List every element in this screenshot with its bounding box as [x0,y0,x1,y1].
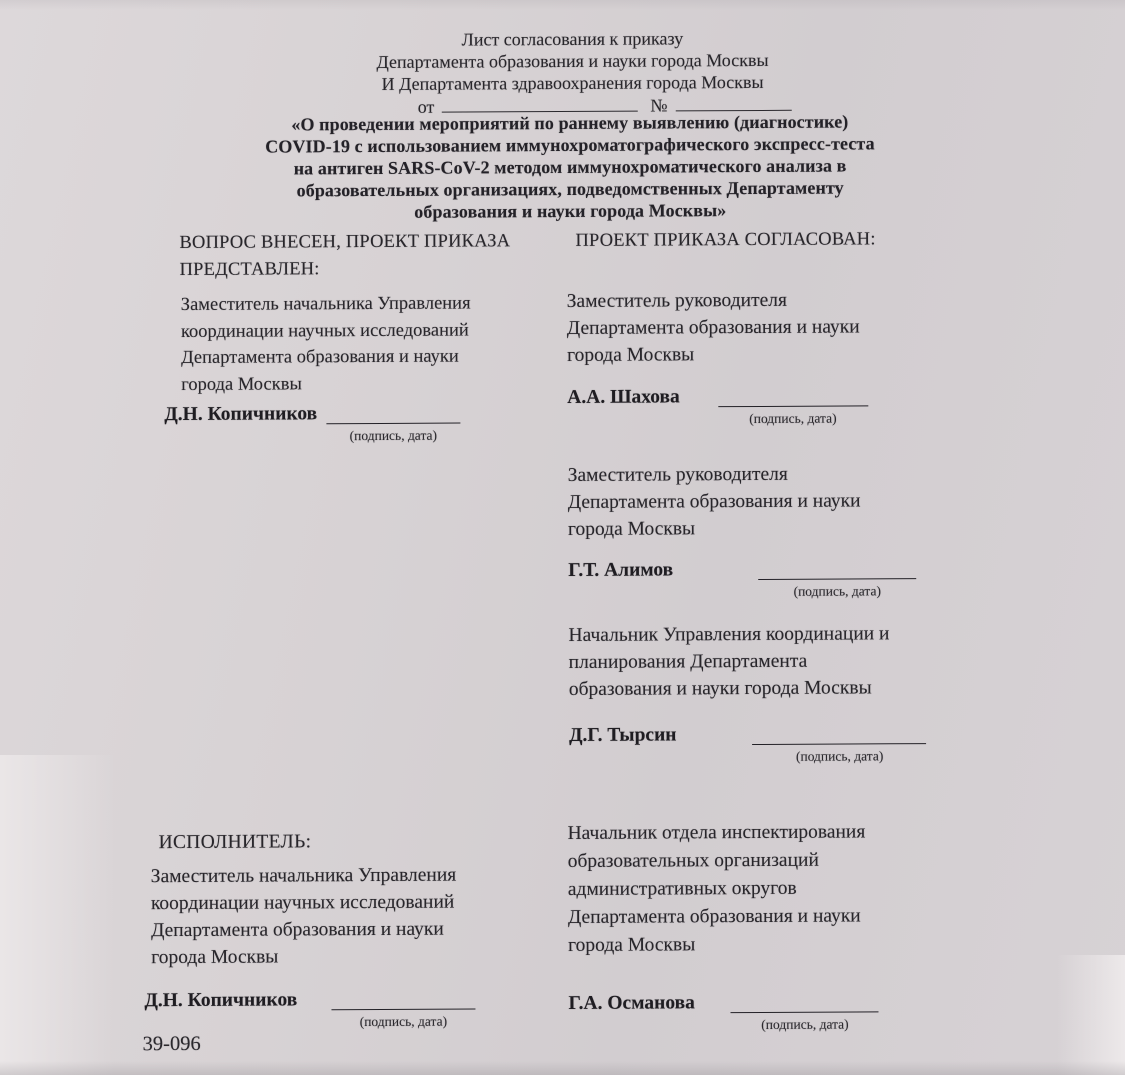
signature-line [326,423,460,425]
signature-field [326,400,460,444]
header-line-2: Департамента образования и науки города Москвы [376,49,769,72]
signature-field [718,382,868,427]
executor-phone-code: 39-096 [142,1032,201,1056]
number-label: № [650,95,668,116]
signature-caption: (подпись, дата) [795,748,884,764]
position-text [567,818,865,960]
position-line: Департамента образования и науки [150,918,444,942]
signature-field [331,985,475,1030]
signature-row [568,555,916,599]
position-line: Начальник отдела инспектирования [567,821,866,844]
position-line: Департамента образования и науки [567,490,861,513]
position-line: Департамента образования и науки [566,316,860,339]
position-text [568,620,889,703]
signature-field [758,555,916,599]
position-line: города Москвы [568,934,696,956]
signature-line [753,743,927,745]
position-line: Департамента образования и науки [567,905,861,928]
signature-line [731,1011,879,1013]
header-line-3: И Департамента здравоохранения города Москвы [381,71,764,94]
signature-row [144,985,475,1030]
signatory-name: Д.Г. Тырсин [568,724,677,746]
executor-label: ИСПОЛНИТЕЛЬ: [158,831,312,854]
signature-row [568,720,927,764]
position-line: административных округов [567,877,797,900]
order-title-line: «О проведении мероприятий по раннему выявлению (диагностике) [291,111,849,135]
position-line: образования и науки города Москвы [568,677,872,700]
signature-line [718,405,868,407]
order-title-line: на антиген SARS-CoV-2 методом иммунохроматического анализа в [293,155,847,179]
signature-row [568,988,879,1032]
signatory-name: Д.Н. Копичников [144,989,298,1012]
signature-caption: (подпись, дата) [761,1016,849,1032]
signature-caption: (подпись, дата) [793,583,881,599]
signature-caption: (подпись, дата) [359,1013,448,1030]
position-line: Заместитель начальника Управления [150,864,457,888]
signature-line [758,578,916,580]
number-blank-line [676,97,792,112]
position-line: города Москвы [181,373,302,395]
signature-caption: (подпись, дата) [749,410,837,427]
signature-caption: (подпись, дата) [349,427,438,444]
signature-field [752,720,926,764]
signatory-name: Д.Н. Копичников [164,403,318,426]
position-line: планирования Департамента [568,650,808,673]
document-header [22,25,1122,97]
position-text [567,286,860,369]
position-line: города Москвы [566,344,695,366]
date-label: от [417,96,435,117]
signature-field [731,988,879,1032]
signature-row [164,400,460,444]
order-title-line: образования и науки города Москвы» [414,200,727,222]
signatory-name: Г.Т. Алимов [568,559,674,581]
position-line: координации научных исследований [150,891,455,915]
left-heading-line: ВОПРОС ВНЕСЕН, ПРОЕКТ ПРИКАЗА [179,231,511,254]
position-line: города Москвы [567,518,696,540]
date-blank-line [441,98,637,113]
signature-row [567,382,868,427]
order-title-line: COVID-19 с использованием иммунохроматографического экспресс-теста [265,133,875,157]
position-line: координации научных исследований [180,319,469,342]
position-text [151,862,457,972]
header-line-1: Лист согласования к приказу [461,28,684,50]
position-line: города Москвы [151,946,279,969]
position-line: Заместитель начальника Управления [180,293,471,315]
position-text [181,290,471,398]
paper-bottom-shadow [0,1061,1125,1075]
position-line: Начальник Управления координации и [568,623,890,646]
left-heading-line: ПРЕДСТАВЛЕН: [179,258,320,280]
signatory-name: А.А. Шахова [567,386,680,408]
right-column-heading: ПРОЕКТ ПРИКАЗА СОГЛАСОВАН: [575,229,876,251]
order-title [220,110,921,224]
position-line: образовательных организаций [567,849,819,872]
left-column-heading [179,228,510,283]
position-line: Заместитель руководителя [566,289,787,312]
position-line: Заместитель руководителя [567,463,788,486]
order-title-line: образовательных организациях, подведомственных Департаменту [296,177,844,201]
position-line: Департамента образования и науки [181,346,459,368]
signature-line [331,1008,475,1010]
signatory-name: Г.А. Османова [568,992,695,1014]
position-text [568,460,861,543]
